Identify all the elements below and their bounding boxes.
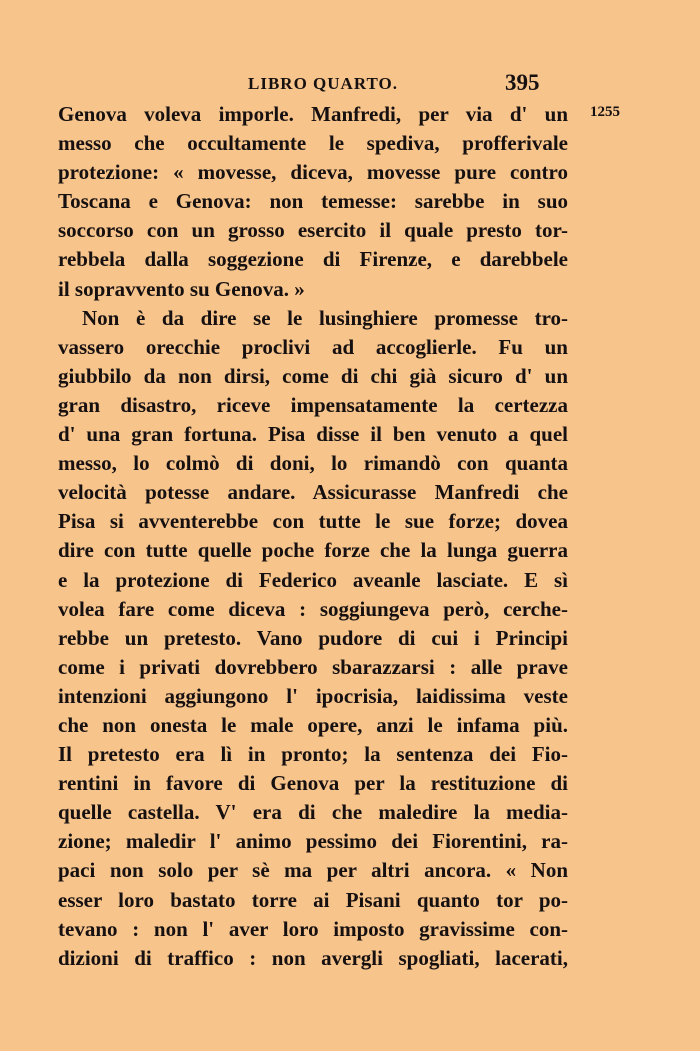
text-line: dizioni di traffico : non avergli spogliati, lacerati, (58, 945, 568, 970)
text-line: rebbela dalla soggezione di Firenze, e darebbele (58, 247, 568, 272)
text-line: gran disastro, riceve impensatamente la certezza (58, 392, 568, 417)
paragraph-start-line: Non è da dire se le lusinghiere promesse tro- (82, 305, 568, 330)
page-number: 395 (505, 70, 540, 95)
text-line: velocità potesse andare. Assicurasse Manfredi che (58, 480, 568, 505)
text-line: messo, lo colmò di doni, lo rimandò con quanta (58, 451, 568, 476)
text-line: Pisa si avventerebbe con tutte le sue forze; dovea (58, 509, 568, 534)
text-line: quelle castella. V' era di che maledire la media- (58, 800, 568, 825)
page-header (0, 70, 700, 100)
text-line: paci non solo per sè ma per altri ancora. « Non (58, 858, 568, 883)
text-line: esser loro bastato torre ai Pisani quanto tor po- (58, 887, 568, 912)
text-line: vassero orecchie proclivi ad accoglierle. Fu un (58, 334, 568, 359)
text-line: e la protezione di Federico aveanle lasciate. E sì (58, 567, 568, 592)
running-head: LIBRO QUARTO. (248, 74, 399, 93)
text-line: rentini in favore di Genova per la restituzione di (58, 771, 568, 796)
text-line: messo che occultamente le spediva, profferivale (58, 131, 568, 156)
text-line: come i privati dovrebbero sbarazzarsi : alle prave (58, 654, 568, 679)
text-line: Toscana e Genova: non temesse: sarebbe in suo (58, 189, 568, 214)
body-text (58, 100, 568, 973)
text-line: dire con tutte quelle poche forze che la lunga guerra (58, 538, 568, 563)
text-line: intenzioni aggiungono l' ipocrisia, laidissima veste (58, 683, 568, 708)
text-line: Il pretesto era lì in pronto; la sentenza dei Fio- (58, 742, 568, 767)
text-line: soccorso con un grosso esercito il quale presto tor- (58, 218, 568, 243)
text-line: d' una gran fortuna. Pisa disse il ben venuto a quel (58, 422, 568, 447)
text-line: che non onesta le male opere, anzi le infama più. (58, 712, 568, 737)
text-line: volea fare come diceva : soggiungeva però, cerche- (58, 596, 568, 621)
text-line: tevano : non l' aver loro imposto gravissime con- (58, 916, 568, 941)
text-line: rebbe un pretesto. Vano pudore di cui i Principi (58, 625, 568, 650)
text-line: Genova voleva imporle. Manfredi, per via d' un (58, 102, 568, 126)
text-line: il sopravvento su Genova. » (58, 276, 305, 301)
text-line: zione; maledir l' animo pessimo dei Fiorentini, ra- (58, 829, 568, 854)
text-line: protezione: « movesse, diceva, movesse pure contro (58, 160, 568, 185)
margin-year: 1255 (590, 104, 620, 120)
text-line: giubbilo da non dirsi, come di chi già sicuro d' un (58, 363, 568, 388)
